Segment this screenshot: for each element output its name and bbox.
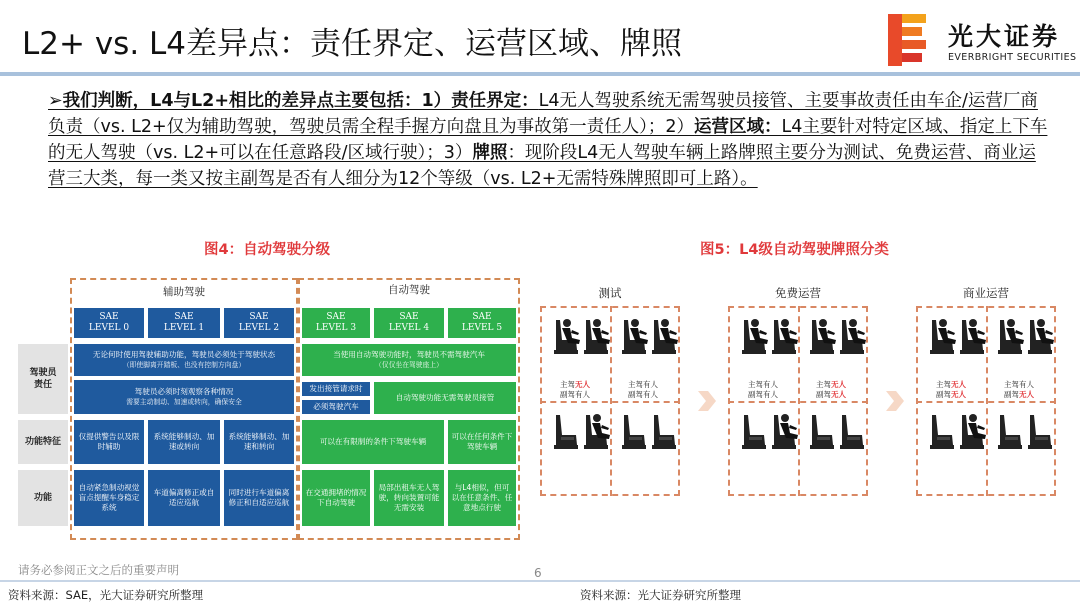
feature-l5-cell: 可以在任何条件下驾驶车辆 bbox=[448, 420, 516, 464]
level-5-sae: SAE bbox=[472, 312, 492, 322]
logo-text-cn: 光大证券 bbox=[948, 22, 1061, 51]
function-l0-cell: 自动紧急制动视觉盲点提醒车身稳定系统 bbox=[74, 470, 144, 526]
function-l4-cell: 局部出租车无人驾驶，转向装置可能无需安装 bbox=[374, 470, 444, 526]
co-driver-seat-occupied-icon bbox=[1024, 316, 1056, 356]
summary-lead-3: 牌照 bbox=[472, 143, 508, 163]
figure5-title: 图5：L4级自动驾驶牌照分类 bbox=[700, 242, 889, 258]
driver-assist-cell-1 bbox=[74, 344, 294, 376]
co-driver-seat-empty-icon bbox=[1024, 411, 1056, 451]
driver-seat-occupied-icon bbox=[738, 316, 770, 356]
page-title: L2+ vs. L4差异点：责任界定、运营区域、牌照 bbox=[22, 26, 683, 62]
level-5-name: LEVEL 5 bbox=[461, 323, 503, 333]
driver-seat-occupied-icon bbox=[806, 316, 838, 356]
seat-occupancy-caption: 主驾无人 副驾无人 bbox=[936, 380, 966, 399]
seat-occupancy-caption: 主驾有人 副驾有人 bbox=[748, 380, 778, 399]
seat-occupancy-caption: 主驾无人 副驾无人 bbox=[816, 380, 846, 399]
footer-divider bbox=[0, 580, 1080, 582]
license-category-label: 测试 bbox=[598, 286, 622, 300]
seat-occupancy-caption: 主驾有人 副驾有人 bbox=[628, 380, 658, 399]
level-2-sae: SAE bbox=[249, 312, 269, 322]
driver-auto-cell-1 bbox=[302, 344, 516, 376]
source-left: 资料来源：SAE，光大证券研究所整理 bbox=[8, 588, 204, 602]
driver-auto-text-1: 当使用自动驾驶功能时，驾驶员不需驾驶汽车 bbox=[333, 350, 485, 359]
co-driver-seat-occupied-icon bbox=[836, 316, 868, 356]
row-head-function: 功能 bbox=[18, 470, 68, 526]
co-driver-seat-occupied-icon bbox=[580, 316, 612, 356]
level-2-name: LEVEL 2 bbox=[238, 323, 280, 333]
summary-text-3: ：现阶段L4无人驾驶车辆上路牌照主要分为测试、免费运营、商业运营三大类，每一类又按主副驾是否有人细分为12个等级（vs. L2+无需特殊牌照即可上路）。 bbox=[48, 143, 1036, 189]
level-4-name: LEVEL 4 bbox=[388, 323, 430, 333]
driver-seat-empty-icon bbox=[618, 411, 650, 451]
auto-group-label: 自动驾驶 bbox=[388, 284, 430, 296]
level-2-header bbox=[224, 308, 294, 338]
function-l3-cell: 在交通拥堵的情况下自动驾驶 bbox=[302, 470, 370, 526]
feature-l0-cell: 仅提供警告以及限时辅助 bbox=[74, 420, 144, 464]
level-3-sae: SAE bbox=[326, 312, 346, 322]
driver-assist-subtext-2: 需要主动制动、加速或转向，确保安全 bbox=[126, 398, 242, 406]
driver-assist-text-2: 驾驶员必须时刻观察各种情况 bbox=[134, 387, 234, 396]
level-0-sae: SAE bbox=[99, 312, 119, 322]
level-4-header bbox=[374, 308, 444, 338]
seat-occupancy-caption: 主驾有人 副驾无人 bbox=[1004, 380, 1034, 399]
driver-seat-empty-icon bbox=[738, 411, 770, 451]
logo-text-en: EVERBRIGHT SECURITIES bbox=[948, 52, 1077, 63]
driver-seat-occupied-icon bbox=[618, 316, 650, 356]
function-l2-cell: 同时进行车道偏离修正和自适应巡航 bbox=[224, 470, 294, 526]
chevron-right-icon bbox=[884, 389, 906, 413]
driver-seat-occupied-icon bbox=[994, 316, 1026, 356]
logo-mark-icon bbox=[888, 14, 928, 66]
driver-seat-empty-icon bbox=[806, 411, 838, 451]
function-l1-cell: 车道偏离修正或自适应巡航 bbox=[148, 470, 220, 526]
co-driver-seat-occupied-icon bbox=[768, 411, 800, 451]
summary-lead: ➢我们判断，L4与L2+相比的差异点主要包括：1）责任界定： bbox=[48, 91, 539, 111]
co-driver-seat-occupied-icon bbox=[580, 411, 612, 451]
source-right: 资料来源：光大证券研究所整理 bbox=[580, 588, 741, 602]
license-category-label: 免费运营 bbox=[775, 286, 821, 300]
summary-paragraph bbox=[48, 88, 1048, 192]
driver-seat-empty-icon bbox=[550, 411, 582, 451]
level-1-header bbox=[148, 308, 220, 338]
co-driver-seat-empty-icon bbox=[836, 411, 868, 451]
driver-assist-text-1: 无论何时使用驾驶辅助功能，驾驶员必须处于驾驶状态 bbox=[92, 350, 276, 359]
co-driver-seat-occupied-icon bbox=[956, 411, 988, 451]
disclaimer-note: 请务必参阅正文之后的重要声明 bbox=[18, 563, 179, 577]
chevron-right-icon bbox=[696, 389, 718, 413]
driver-seat-occupied-icon bbox=[926, 316, 958, 356]
level-1-sae: SAE bbox=[174, 312, 194, 322]
co-driver-seat-occupied-icon bbox=[648, 316, 680, 356]
level-4-sae: SAE bbox=[399, 312, 419, 322]
row-head-feature: 功能特征 bbox=[18, 420, 68, 464]
brand-logo bbox=[888, 14, 1077, 70]
driver-seat-occupied-icon bbox=[550, 316, 582, 356]
driver-assist-subtext-1: （即使脚离开踏板、也没有控制方向盘） bbox=[122, 361, 246, 369]
summary-text-1: L4无人驾驶系统无需驾驶员接管、主要事故责任由车企/运营厂商负责（vs. L2+仅为辅助驾驶，驾驶员需全程手握方向盘且为事故第一责任人）；2） bbox=[48, 91, 1038, 137]
driver-seat-empty-icon bbox=[926, 411, 958, 451]
level-5-header bbox=[448, 308, 516, 338]
co-driver-seat-occupied-icon bbox=[956, 316, 988, 356]
feature-l2-cell: 系统能够制动、加速和转向 bbox=[224, 420, 294, 464]
must-drive-cell: 必须驾驶汽车 bbox=[302, 400, 370, 414]
takeover-request-cell: 发出接管请求时 bbox=[302, 382, 370, 396]
function-l5-cell: 与L4相似，但可以在任意条件、任意地点行驶 bbox=[448, 470, 516, 526]
driver-auto-subtext-1: （仅仅坐在驾驶座上） bbox=[375, 361, 443, 369]
driver-assist-cell-2 bbox=[74, 380, 294, 414]
feature-l1-cell: 系统能够制动、加速或转向 bbox=[148, 420, 220, 464]
row-head-driver-responsibility: 驾驶员 责任 bbox=[18, 344, 68, 414]
seat-occupancy-caption: 主驾无人 副驾有人 bbox=[560, 380, 590, 399]
driver-seat-empty-icon bbox=[994, 411, 1026, 451]
summary-text-2: L4主要针对特定区域、指定上下车的无人驾驶（vs. L2+可以在任意路段/区域行驶）；3） bbox=[48, 117, 1048, 163]
level-1-name: LEVEL 1 bbox=[163, 323, 205, 333]
feature-l3-l4-cell: 可以在有限制的条件下驾驶车辆 bbox=[302, 420, 444, 464]
figure4-title: 图4：自动驾驶分级 bbox=[204, 242, 331, 258]
summary-lead-2: 运营区域： bbox=[694, 117, 782, 137]
co-driver-seat-occupied-icon bbox=[768, 316, 800, 356]
assist-group-label: 辅助驾驶 bbox=[163, 286, 205, 298]
title-divider bbox=[0, 72, 1080, 76]
level-0-name: LEVEL 0 bbox=[88, 323, 130, 333]
license-category-label: 商业运营 bbox=[963, 286, 1009, 300]
level-0-header bbox=[74, 308, 144, 338]
no-takeover-cell: 自动驾驶功能无需驾驶员接管 bbox=[374, 382, 516, 414]
level-3-name: LEVEL 3 bbox=[315, 323, 357, 333]
co-driver-seat-empty-icon bbox=[648, 411, 680, 451]
level-3-header bbox=[302, 308, 370, 338]
page-number: 6 bbox=[534, 566, 542, 580]
